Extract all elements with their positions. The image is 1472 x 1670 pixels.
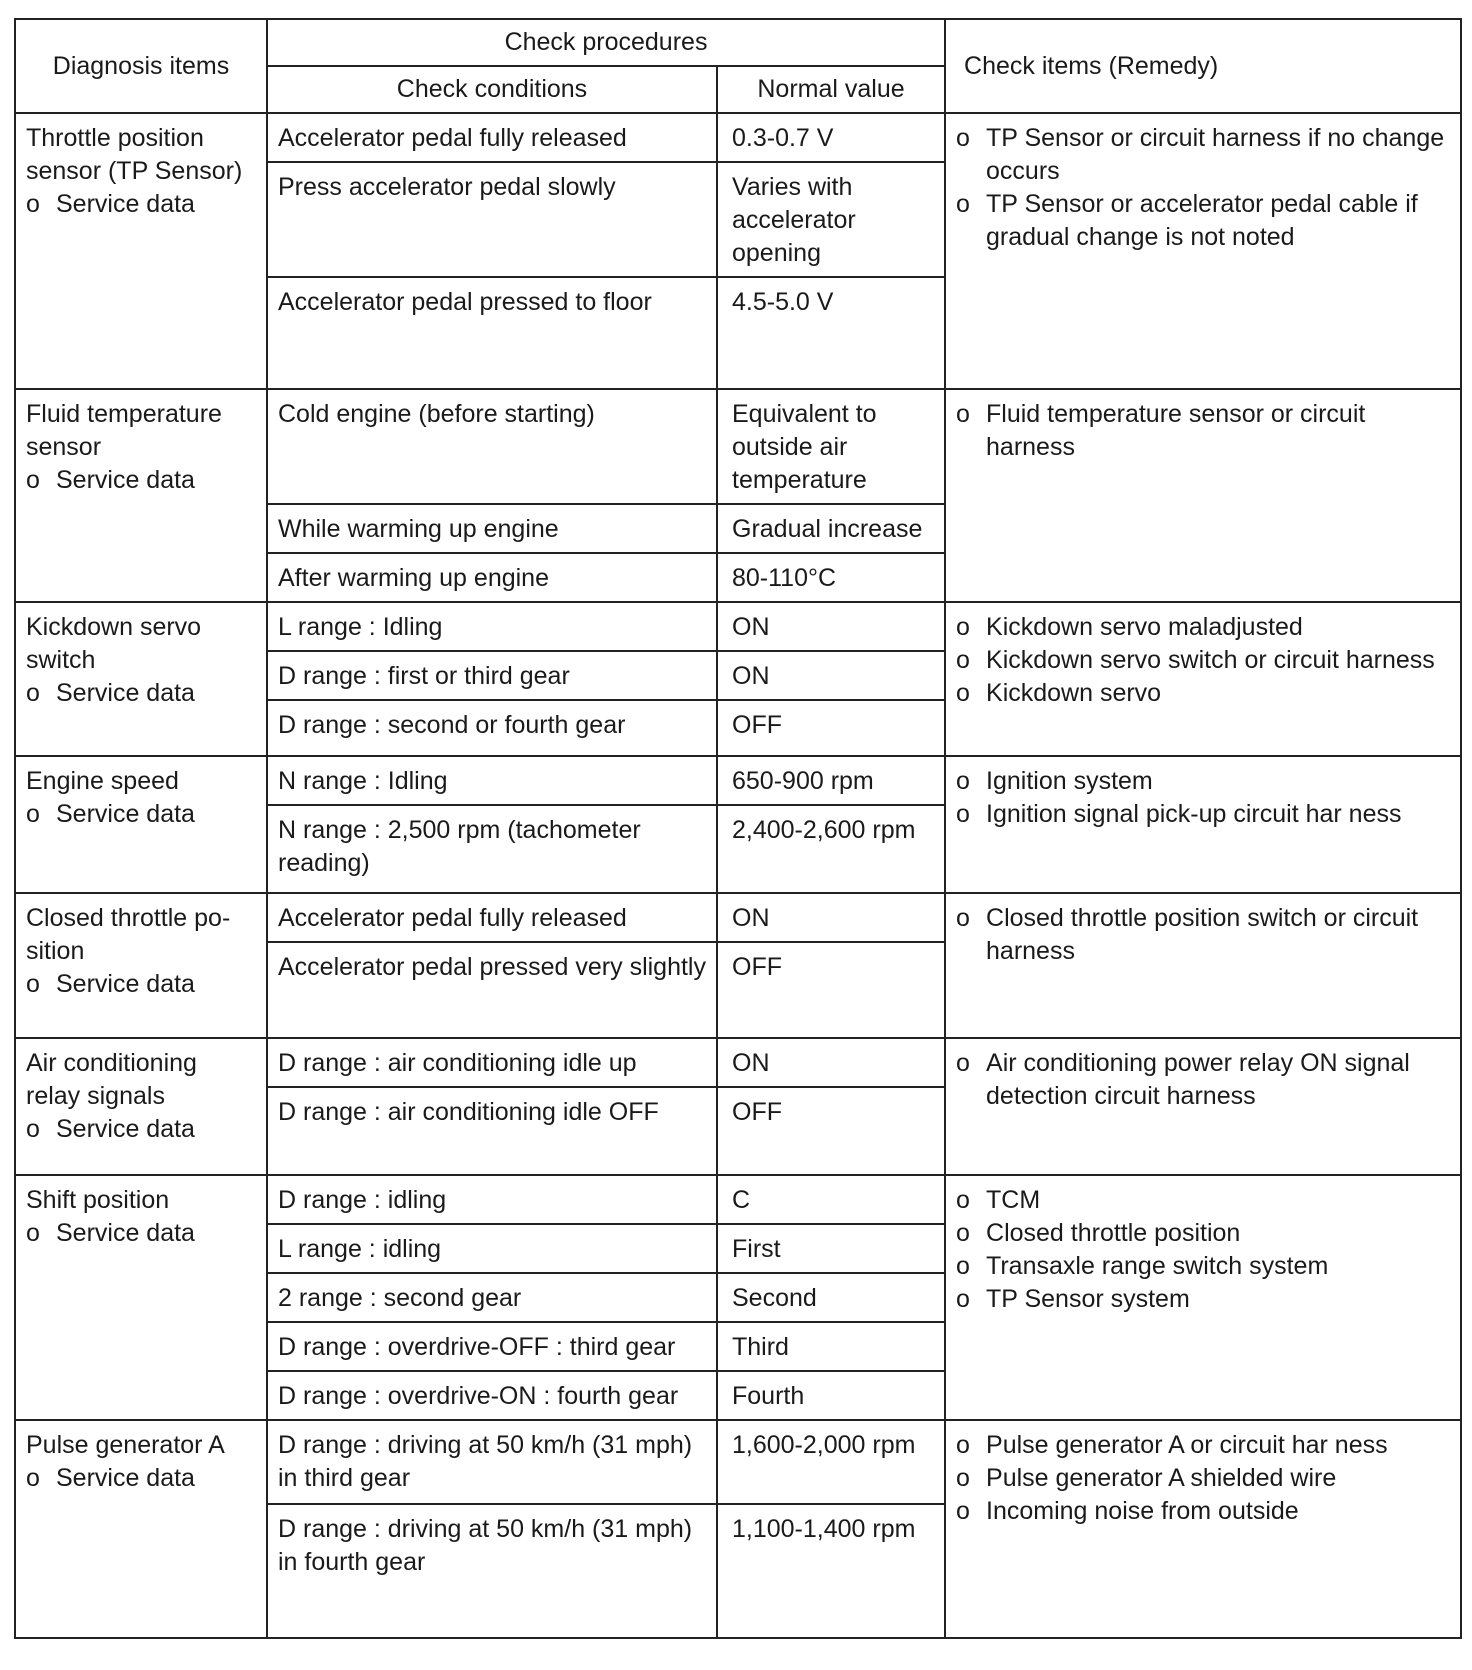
check-condition-cell: D range : second or fourth gear bbox=[267, 700, 717, 756]
normal-value-cell: 650-900 rpm bbox=[717, 756, 945, 805]
bullet-marker: o bbox=[956, 190, 970, 218]
header-diagnosis-items: Diagnosis items bbox=[15, 19, 267, 113]
bullet-marker: o bbox=[956, 679, 970, 707]
diagnosis-item-line: Throttle position bbox=[26, 124, 204, 152]
check-condition-cell: D range : driving at 50 km/h (31 mph) in third gear bbox=[267, 1420, 717, 1504]
bullet-marker: o bbox=[956, 1464, 970, 1492]
normal-value-cell: OFF bbox=[717, 1087, 945, 1175]
diagnosis-item-line: Fluid temperature bbox=[26, 400, 222, 428]
normal-value-cell: C bbox=[717, 1175, 945, 1224]
remedy-text: Closed throttle position switch or circuit harness bbox=[986, 904, 1419, 965]
bullet-marker: o bbox=[956, 124, 970, 152]
bullet-marker: o bbox=[26, 466, 40, 494]
diagnosis-item-line: switch bbox=[26, 646, 96, 674]
bullet-marker: o bbox=[26, 679, 40, 707]
table-body bbox=[15, 113, 1461, 1638]
remedy-item bbox=[956, 1429, 1450, 1462]
remedy-item bbox=[956, 188, 1450, 254]
remedy-cell bbox=[945, 602, 1461, 756]
normal-value-cell: ON bbox=[717, 602, 945, 651]
bullet-marker: o bbox=[26, 800, 40, 828]
bullet-marker: o bbox=[956, 1186, 970, 1214]
remedy-text: Ignition signal pick-up circuit har ness bbox=[986, 800, 1402, 828]
diagnosis-item-line: Kickdown servo bbox=[26, 613, 202, 641]
check-condition-cell: D range : overdrive-ON : fourth gear bbox=[267, 1371, 717, 1420]
remedy-text: TP Sensor system bbox=[986, 1285, 1190, 1313]
service-data-label: Service data bbox=[56, 679, 195, 707]
service-data-label: Service data bbox=[56, 1219, 195, 1247]
remedy-text: Closed throttle position bbox=[986, 1219, 1241, 1247]
check-condition-cell: D range : overdrive-OFF : third gear bbox=[267, 1322, 717, 1371]
diagnosis-item-cell bbox=[15, 1175, 267, 1420]
remedy-text: Kickdown servo switch or circuit harness bbox=[986, 646, 1435, 674]
service-data-label: Service data bbox=[56, 1464, 195, 1492]
normal-value-cell: 1,600-2,000 rpm bbox=[717, 1420, 945, 1504]
diagnosis-item-line: Closed throttle po- bbox=[26, 904, 231, 932]
check-condition-cell: After warming up engine bbox=[267, 553, 717, 602]
remedy-text: Transaxle range switch system bbox=[986, 1252, 1329, 1280]
check-condition-cell: N range : Idling bbox=[267, 756, 717, 805]
normal-value-cell: Gradual increase bbox=[717, 504, 945, 553]
diagnosis-item-line: Shift position bbox=[26, 1186, 170, 1214]
bullet-marker: o bbox=[956, 1285, 970, 1313]
remedy-cell bbox=[945, 113, 1461, 389]
diagnosis-item-line: Air conditioning bbox=[26, 1049, 197, 1077]
table-row bbox=[15, 389, 1461, 504]
service-data-label: Service data bbox=[56, 466, 195, 494]
table-row bbox=[15, 1420, 1461, 1504]
remedy-cell bbox=[945, 389, 1461, 602]
check-condition-cell: Accelerator pedal pressed to floor bbox=[267, 277, 717, 389]
bullet-marker: o bbox=[956, 1049, 970, 1077]
remedy-item bbox=[956, 611, 1450, 644]
service-data-line bbox=[26, 968, 256, 1001]
diagnosis-item-cell bbox=[15, 893, 267, 1038]
remedy-cell bbox=[945, 756, 1461, 893]
check-condition-cell: Accelerator pedal fully released bbox=[267, 113, 717, 162]
diagnosis-item-line: sensor (TP Sensor) bbox=[26, 157, 243, 185]
check-condition-cell: Cold engine (before starting) bbox=[267, 389, 717, 504]
remedy-text: TP Sensor or accelerator pedal cable if gradual change is not noted bbox=[986, 190, 1418, 251]
remedy-text: TCM bbox=[986, 1186, 1041, 1214]
service-data-label: Service data bbox=[56, 1115, 195, 1143]
remedy-text: Pulse generator A shielded wire bbox=[986, 1464, 1337, 1492]
check-condition-cell: D range : first or third gear bbox=[267, 651, 717, 700]
remedy-text: Ignition system bbox=[986, 767, 1153, 795]
header-check-procedures: Check procedures bbox=[267, 19, 945, 66]
check-condition-cell: Press accelerator pedal slowly bbox=[267, 162, 717, 277]
service-data-line bbox=[26, 677, 256, 710]
table-row bbox=[15, 756, 1461, 805]
service-data-line bbox=[26, 1113, 256, 1146]
diagnosis-item-line: Engine speed bbox=[26, 767, 179, 795]
bullet-marker: o bbox=[956, 800, 970, 828]
diagnosis-item-cell bbox=[15, 113, 267, 389]
diagnosis-item-cell bbox=[15, 756, 267, 893]
bullet-marker: o bbox=[26, 1464, 40, 1492]
bullet-marker: o bbox=[956, 1252, 970, 1280]
remedy-item bbox=[956, 798, 1450, 831]
bullet-marker: o bbox=[26, 190, 40, 218]
remedy-text: Air conditioning power relay ON signal detection circuit harness bbox=[986, 1049, 1410, 1110]
normal-value-cell: Second bbox=[717, 1273, 945, 1322]
remedy-item bbox=[956, 1217, 1450, 1250]
remedy-text: Fluid temperature sensor or circuit harness bbox=[986, 400, 1366, 461]
remedy-item bbox=[956, 122, 1450, 188]
normal-value-cell: OFF bbox=[717, 942, 945, 1038]
table-row bbox=[15, 893, 1461, 942]
remedy-cell bbox=[945, 1038, 1461, 1175]
diagnosis-item-cell bbox=[15, 1038, 267, 1175]
remedy-item bbox=[956, 765, 1450, 798]
check-condition-cell: Accelerator pedal pressed very slightly bbox=[267, 942, 717, 1038]
bullet-marker: o bbox=[26, 1219, 40, 1247]
remedy-cell bbox=[945, 1175, 1461, 1420]
remedy-item bbox=[956, 644, 1450, 677]
service-data-line bbox=[26, 1462, 256, 1495]
remedy-item bbox=[956, 398, 1450, 464]
remedy-item bbox=[956, 1495, 1450, 1528]
diagnosis-item-line: Pulse generator A bbox=[26, 1431, 225, 1459]
remedy-text: TP Sensor or circuit harness if no change occurs bbox=[986, 124, 1445, 185]
table-row bbox=[15, 602, 1461, 651]
diagnosis-item-line: sensor bbox=[26, 433, 102, 461]
normal-value-cell: ON bbox=[717, 893, 945, 942]
service-data-label: Service data bbox=[56, 970, 195, 998]
normal-value-cell: 0.3-0.7 V bbox=[717, 113, 945, 162]
table-row bbox=[15, 1038, 1461, 1087]
check-condition-cell: While warming up engine bbox=[267, 504, 717, 553]
service-data-line bbox=[26, 798, 256, 831]
bullet-marker: o bbox=[956, 1431, 970, 1459]
check-condition-cell: N range : 2,500 rpm (tachometer reading) bbox=[267, 805, 717, 893]
remedy-item bbox=[956, 1250, 1450, 1283]
service-data-label: Service data bbox=[56, 190, 195, 218]
normal-value-cell: Varies with accelerator opening bbox=[717, 162, 945, 277]
normal-value-cell: OFF bbox=[717, 700, 945, 756]
bullet-marker: o bbox=[956, 400, 970, 428]
header-check-items: Check items (Remedy) bbox=[945, 19, 1461, 113]
remedy-item bbox=[956, 1047, 1450, 1113]
diagnosis-item-line: sition bbox=[26, 937, 85, 965]
remedy-cell bbox=[945, 1420, 1461, 1638]
bullet-marker: o bbox=[26, 1115, 40, 1143]
bullet-marker: o bbox=[956, 1497, 970, 1525]
service-data-line bbox=[26, 464, 256, 497]
normal-value-cell: ON bbox=[717, 1038, 945, 1087]
diagnosis-item-cell bbox=[15, 389, 267, 602]
diagnosis-table bbox=[14, 18, 1462, 1639]
service-data-label: Service data bbox=[56, 800, 195, 828]
normal-value-cell: 2,400-2,600 rpm bbox=[717, 805, 945, 893]
normal-value-cell: 80-110°C bbox=[717, 553, 945, 602]
normal-value-cell: Fourth bbox=[717, 1371, 945, 1420]
table-row bbox=[15, 1175, 1461, 1224]
remedy-item bbox=[956, 1184, 1450, 1217]
service-data-line bbox=[26, 1217, 256, 1250]
remedy-text: Incoming noise from outside bbox=[986, 1497, 1299, 1525]
bullet-marker: o bbox=[956, 904, 970, 932]
normal-value-cell: 1,100-1,400 rpm bbox=[717, 1504, 945, 1638]
remedy-item bbox=[956, 1462, 1450, 1495]
normal-value-cell: 4.5-5.0 V bbox=[717, 277, 945, 389]
normal-value-cell: First bbox=[717, 1224, 945, 1273]
bullet-marker: o bbox=[956, 767, 970, 795]
remedy-item bbox=[956, 677, 1450, 710]
bullet-marker: o bbox=[956, 1219, 970, 1247]
check-condition-cell: L range : idling bbox=[267, 1224, 717, 1273]
remedy-text: Pulse generator A or circuit har ness bbox=[986, 1431, 1388, 1459]
bullet-marker: o bbox=[956, 613, 970, 641]
header-check-conditions: Check conditions bbox=[267, 66, 717, 113]
check-condition-cell: D range : air conditioning idle OFF bbox=[267, 1087, 717, 1175]
header-normal-value: Normal value bbox=[717, 66, 945, 113]
bullet-marker: o bbox=[26, 970, 40, 998]
diagnosis-item-cell bbox=[15, 1420, 267, 1638]
remedy-text: Kickdown servo maladjusted bbox=[986, 613, 1303, 641]
check-condition-cell: D range : air conditioning idle up bbox=[267, 1038, 717, 1087]
check-condition-cell: L range : Idling bbox=[267, 602, 717, 651]
remedy-text: Kickdown servo bbox=[986, 679, 1162, 707]
remedy-item bbox=[956, 1283, 1450, 1316]
normal-value-cell: Equivalent to outside air temperature bbox=[717, 389, 945, 504]
check-condition-cell: Accelerator pedal fully released bbox=[267, 893, 717, 942]
diagnosis-item-line: relay signals bbox=[26, 1082, 165, 1110]
service-data-line bbox=[26, 188, 256, 221]
bullet-marker: o bbox=[956, 646, 970, 674]
check-condition-cell: D range : idling bbox=[267, 1175, 717, 1224]
table-row bbox=[15, 113, 1461, 162]
remedy-item bbox=[956, 902, 1450, 968]
normal-value-cell: Third bbox=[717, 1322, 945, 1371]
check-condition-cell: D range : driving at 50 km/h (31 mph) in fourth gear bbox=[267, 1504, 717, 1638]
normal-value-cell: ON bbox=[717, 651, 945, 700]
check-condition-cell: 2 range : second gear bbox=[267, 1273, 717, 1322]
diagnosis-item-cell bbox=[15, 602, 267, 756]
remedy-cell bbox=[945, 893, 1461, 1038]
